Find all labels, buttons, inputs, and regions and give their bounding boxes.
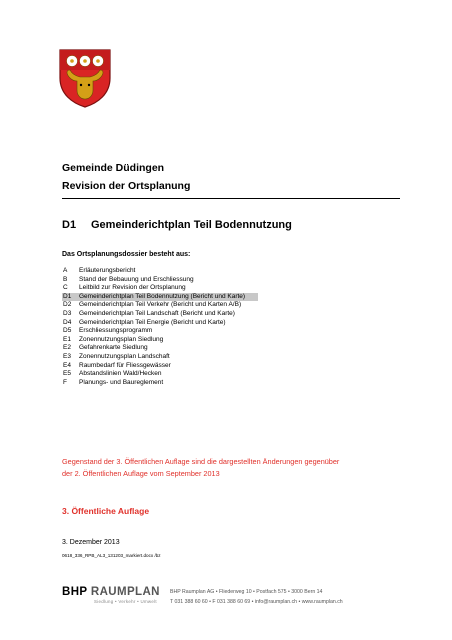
dossier-item bbox=[62, 344, 258, 353]
logo-tagline: Siedlung • Verkehr • Umwelt bbox=[94, 599, 157, 604]
dossier-item bbox=[62, 267, 258, 276]
dossier-item-code: E2 bbox=[63, 344, 71, 352]
dossier-item bbox=[62, 370, 258, 379]
dossier-item-label: Gemeinderichtplan Teil Landschaft (Bericht und Karte) bbox=[79, 309, 235, 317]
dossier-item-code: E1 bbox=[63, 335, 71, 343]
file-reference: 0618_336_RPB_AL3_131203_markiert.docx /bz bbox=[62, 553, 161, 558]
coat-of-arms-icon bbox=[58, 48, 112, 108]
notice-line-1: Gegenstand der 3. Öffentlichen Auflage sind die dargestellten Änderungen gegenüber bbox=[62, 457, 340, 466]
dossier-item-label: Gemeinderichtplan Teil Verkehr (Bericht und Karten A/B) bbox=[79, 301, 242, 309]
dossier-item-label: Zonennutzungsplan Landschaft bbox=[79, 352, 170, 360]
revision-subtitle: Revision der Ortsplanung bbox=[62, 180, 191, 192]
dossier-item-code: D3 bbox=[63, 309, 72, 317]
dossier-item-label: Erläuterungsbericht bbox=[79, 267, 136, 274]
dossier-intro: Das Ortsplanungsdossier besteht aus: bbox=[62, 251, 191, 258]
section-heading: 3. Öffentliche Auflage bbox=[62, 506, 150, 516]
dossier-item bbox=[62, 379, 258, 388]
logo-bhp: BHP bbox=[62, 586, 88, 598]
dossier-item-code: A bbox=[63, 267, 68, 274]
dossier-item bbox=[62, 319, 258, 328]
dossier-item-code: F bbox=[63, 378, 67, 386]
dossier-item-label: Gemeinderichtplan Teil Energie (Bericht und Karte) bbox=[79, 318, 226, 326]
dossier-item bbox=[62, 353, 258, 362]
dossier-item-label: Gefahrenkarte Siedlung bbox=[79, 344, 148, 352]
notice-line-2: der 2. Öffentlichen Auflage vom September 2013 bbox=[62, 469, 220, 478]
dossier-item-code: E3 bbox=[63, 352, 71, 360]
dossier-item-code: D5 bbox=[63, 327, 72, 335]
title-divider bbox=[62, 198, 400, 199]
logo-wordmark bbox=[62, 586, 160, 598]
dossier-item-label: Gemeinderichtplan Teil Bodennutzung (Bericht und Karte) bbox=[79, 292, 246, 300]
dossier-item-code: B bbox=[63, 275, 68, 283]
footer-contact: T 031 388 60 60 • F 031 388 60 69 • info@raumplan.ch • www.raumplan.ch bbox=[170, 599, 343, 605]
document-title-text: Gemeinderichtplan Teil Bodennutzung bbox=[91, 219, 292, 231]
dossier-item-code: D1 bbox=[63, 292, 72, 300]
logo-raumplan: RAUMPLAN bbox=[90, 586, 160, 598]
municipality-title: Gemeinde Düdingen bbox=[62, 162, 165, 174]
dossier-item-label: Planungs- und Baureglement bbox=[79, 378, 164, 386]
dossier-item-code: C bbox=[63, 284, 68, 292]
document-code: D1 bbox=[62, 219, 77, 231]
dossier-item bbox=[62, 293, 258, 302]
dossier-item-code: D4 bbox=[63, 318, 72, 326]
dossier-item bbox=[62, 310, 258, 319]
dossier-item-label: Stand der Bebauung und Erschliessung bbox=[79, 275, 194, 283]
footer-address: BHP Raumplan AG • Fliederweg 10 • Postfach 575 • 3000 Bern 14 bbox=[170, 589, 323, 595]
dossier-item bbox=[62, 276, 258, 285]
dossier-item-label: Abstandslinien Wald/Hecken bbox=[79, 370, 162, 378]
dossier-item-label: Leitbild zur Revision der Ortsplanung bbox=[79, 284, 186, 292]
dossier-item-label: Zonennutzungsplan Siedlung bbox=[79, 335, 164, 343]
company-logo bbox=[62, 586, 160, 604]
dossier-item bbox=[62, 327, 258, 336]
dossier-item bbox=[62, 301, 258, 310]
dossier-item bbox=[62, 284, 258, 293]
dossier-list bbox=[62, 267, 258, 387]
document-title bbox=[62, 219, 292, 231]
dossier-item bbox=[62, 336, 258, 345]
dossier-item bbox=[62, 362, 258, 371]
dossier-item-code: E4 bbox=[63, 361, 71, 369]
dossier-item-label: Erschliessungsprogramm bbox=[79, 327, 153, 335]
dossier-item-code: E5 bbox=[63, 370, 71, 378]
document-date: 3. Dezember 2013 bbox=[62, 539, 120, 546]
dossier-item-label: Raumbedarf für Fliessgewässer bbox=[79, 361, 171, 369]
dossier-item-code: D2 bbox=[63, 301, 72, 309]
